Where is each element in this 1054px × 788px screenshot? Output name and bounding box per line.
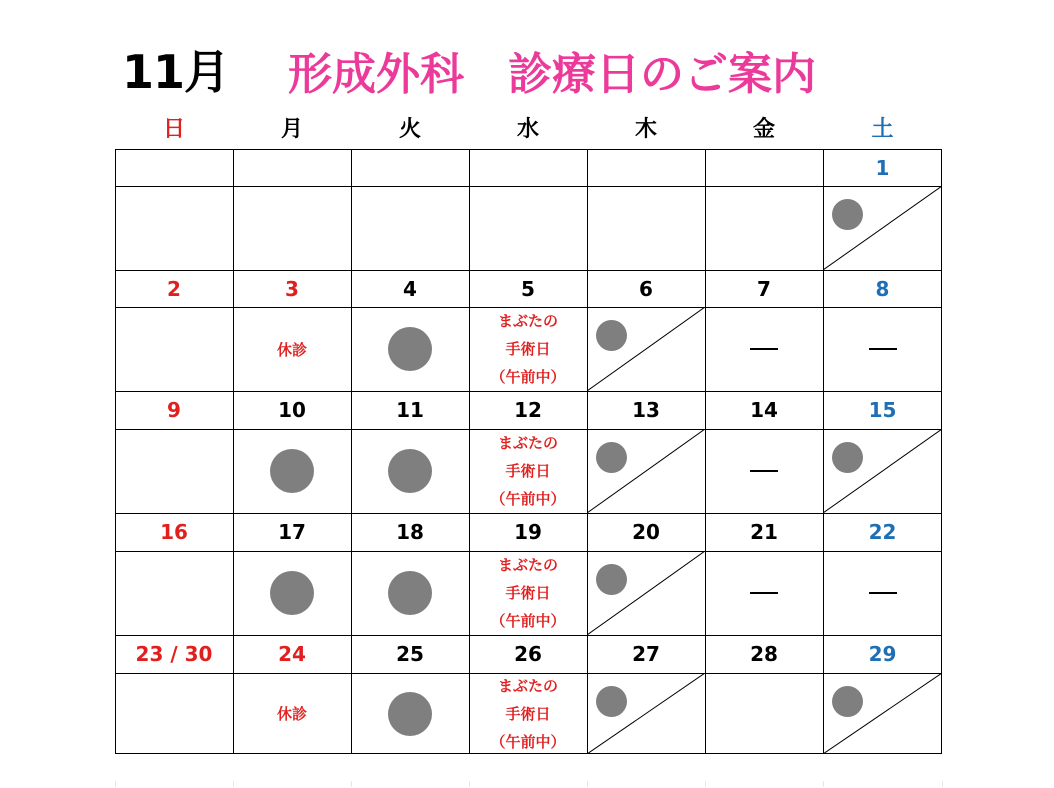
grid-row-line xyxy=(115,513,942,514)
full-day-circle-icon xyxy=(270,571,314,615)
date-number: 7 xyxy=(757,276,771,301)
day-status-cell xyxy=(233,429,351,513)
weekday-label: 水 xyxy=(516,117,539,142)
surgery-note-line: （午前中） xyxy=(490,612,566,630)
surgery-note-line: 手術日 xyxy=(505,704,551,723)
day-status-cell xyxy=(351,551,469,635)
grid-column-line xyxy=(705,149,706,754)
day-status-cell xyxy=(469,551,587,635)
closed-label: 休診 xyxy=(276,705,307,723)
grid-column-line xyxy=(587,149,588,754)
eyelid-surgery-note xyxy=(490,672,565,756)
date-number: 6 xyxy=(639,276,653,301)
date-number: 27 xyxy=(632,642,660,666)
full-day-circle-icon xyxy=(270,449,314,493)
date-number: 23 / 30 xyxy=(135,642,213,666)
date-number xyxy=(351,149,469,186)
day-status-cell xyxy=(469,673,587,754)
date-number: 3 xyxy=(285,276,299,301)
date-number: 1 xyxy=(875,155,890,180)
day-status-cell xyxy=(823,429,942,513)
day-status-cell xyxy=(705,429,823,513)
surgery-note-line: 手術日 xyxy=(505,462,551,480)
day-status-cell xyxy=(115,429,233,513)
date-number: 15 xyxy=(868,398,897,422)
day-status-cell xyxy=(351,186,469,270)
day-status-cell xyxy=(705,551,823,635)
no-clinic-dash-icon xyxy=(750,470,778,472)
morning-circle-icon xyxy=(596,564,627,595)
page-edge-tick xyxy=(705,781,706,787)
day-status-cell xyxy=(823,551,942,635)
page-edge-tick xyxy=(587,781,588,787)
page-edge-tick xyxy=(942,781,943,787)
weekday-label: 土 xyxy=(871,117,894,142)
day-status-cell xyxy=(823,307,942,391)
surgery-note-line: まぶたの xyxy=(497,434,558,452)
day-status-cell xyxy=(233,186,351,270)
surgery-note-line: 手術日 xyxy=(505,584,551,602)
date-number: 4 xyxy=(403,276,417,301)
day-status-cell xyxy=(587,673,705,754)
month-label: 11月 xyxy=(122,45,230,99)
grid-row-line xyxy=(115,673,942,674)
day-status-cell xyxy=(233,551,351,635)
grid-row-line xyxy=(115,186,942,187)
date-number: 9 xyxy=(167,398,181,422)
day-status-cell xyxy=(587,307,705,391)
day-status-cell xyxy=(705,307,823,391)
date-number: 11 xyxy=(396,398,424,422)
no-clinic-dash-icon xyxy=(750,592,778,594)
day-status-cell xyxy=(115,307,233,391)
day-status-cell xyxy=(705,673,823,754)
date-number: 13 xyxy=(632,398,660,422)
date-number: 20 xyxy=(632,520,660,544)
surgery-note-line: 手術日 xyxy=(505,340,551,358)
surgery-note-line: まぶたの xyxy=(497,556,558,574)
full-day-circle-icon xyxy=(388,571,432,615)
morning-circle-icon xyxy=(596,320,627,351)
page-edge-tick xyxy=(233,781,234,787)
day-status-cell xyxy=(823,186,942,270)
morning-circle-icon xyxy=(832,686,863,717)
grid-column-line xyxy=(351,149,352,754)
day-status-cell xyxy=(115,551,233,635)
grid-column-line xyxy=(115,149,116,754)
day-status-cell xyxy=(233,307,351,391)
weekday-label: 月 xyxy=(280,117,303,142)
surgery-note-line: まぶたの xyxy=(497,312,558,330)
page-edge-tick xyxy=(351,781,352,787)
weekday-label: 日 xyxy=(162,117,185,142)
no-clinic-dash-icon xyxy=(750,348,778,350)
date-number: 21 xyxy=(750,520,778,544)
morning-circle-icon xyxy=(596,686,627,717)
date-number: 14 xyxy=(750,398,778,422)
date-number: 22 xyxy=(868,520,897,544)
morning-circle-icon xyxy=(832,199,863,230)
day-status-cell xyxy=(705,186,823,270)
date-number: 28 xyxy=(750,642,778,666)
date-number: 19 xyxy=(514,520,542,544)
grid-row-line xyxy=(115,635,942,636)
surgery-note-line: （午前中） xyxy=(490,490,566,508)
no-clinic-dash-icon xyxy=(869,592,897,594)
grid-column-line xyxy=(469,149,470,754)
eyelid-surgery-note xyxy=(490,307,565,391)
date-number: 29 xyxy=(868,642,897,666)
surgery-note-line: まぶたの xyxy=(497,676,558,695)
grid-row-line xyxy=(115,270,942,271)
grid-column-line xyxy=(941,149,942,754)
full-day-circle-icon xyxy=(388,692,432,736)
day-status-cell xyxy=(115,673,233,754)
weekday-header xyxy=(115,112,942,148)
date-number: 12 xyxy=(514,398,542,422)
day-status-cell xyxy=(351,307,469,391)
date-number: 2 xyxy=(167,276,181,301)
full-day-circle-icon xyxy=(388,327,432,371)
day-status-cell xyxy=(823,673,942,754)
day-status-cell xyxy=(587,551,705,635)
date-number xyxy=(587,149,705,186)
eyelid-surgery-note xyxy=(490,429,565,513)
day-status-cell xyxy=(587,186,705,270)
date-number: 10 xyxy=(278,398,306,422)
date-number xyxy=(469,149,587,186)
weekday-label: 木 xyxy=(634,117,657,142)
date-number: 25 xyxy=(396,642,424,666)
day-status-cell xyxy=(351,429,469,513)
day-status-cell xyxy=(587,429,705,513)
morning-circle-icon xyxy=(596,442,627,473)
day-status-cell xyxy=(115,186,233,270)
date-number xyxy=(705,149,823,186)
calendar-grid xyxy=(115,149,942,754)
full-day-circle-icon xyxy=(388,449,432,493)
morning-circle-icon xyxy=(832,442,863,473)
date-number: 26 xyxy=(514,642,542,666)
date-number: 8 xyxy=(875,276,890,301)
weekday-label: 金 xyxy=(752,117,775,142)
closed-label: 休診 xyxy=(276,340,307,359)
date-number: 5 xyxy=(521,276,535,301)
day-status-cell xyxy=(469,186,587,270)
no-clinic-dash-icon xyxy=(869,348,897,350)
date-number: 17 xyxy=(278,520,306,544)
date-number xyxy=(115,149,233,186)
page-edge-tick xyxy=(115,781,116,787)
surgery-note-line: （午前中） xyxy=(490,732,566,751)
weekday-label: 火 xyxy=(398,117,421,142)
date-number: 24 xyxy=(278,642,306,666)
grid-row-line xyxy=(115,551,942,552)
grid-row-line xyxy=(115,149,942,150)
eyelid-surgery-note xyxy=(490,551,565,635)
surgery-note-line: （午前中） xyxy=(490,368,566,386)
date-number: 16 xyxy=(160,520,188,544)
grid-row-line xyxy=(115,429,942,430)
grid-row-line xyxy=(115,307,942,308)
date-number: 18 xyxy=(396,520,424,544)
day-status-cell xyxy=(469,307,587,391)
day-status-cell xyxy=(469,429,587,513)
day-status-cell xyxy=(233,673,351,754)
page-title: 形成外科 診療日のご案内 xyxy=(288,49,816,100)
day-status-cell xyxy=(351,673,469,754)
page-edge-tick xyxy=(469,781,470,787)
grid-row-line xyxy=(115,391,942,392)
date-number xyxy=(233,149,351,186)
grid-row-line xyxy=(115,753,942,754)
page-edge-tick xyxy=(823,781,824,787)
grid-column-line xyxy=(823,149,824,754)
grid-column-line xyxy=(233,149,234,754)
